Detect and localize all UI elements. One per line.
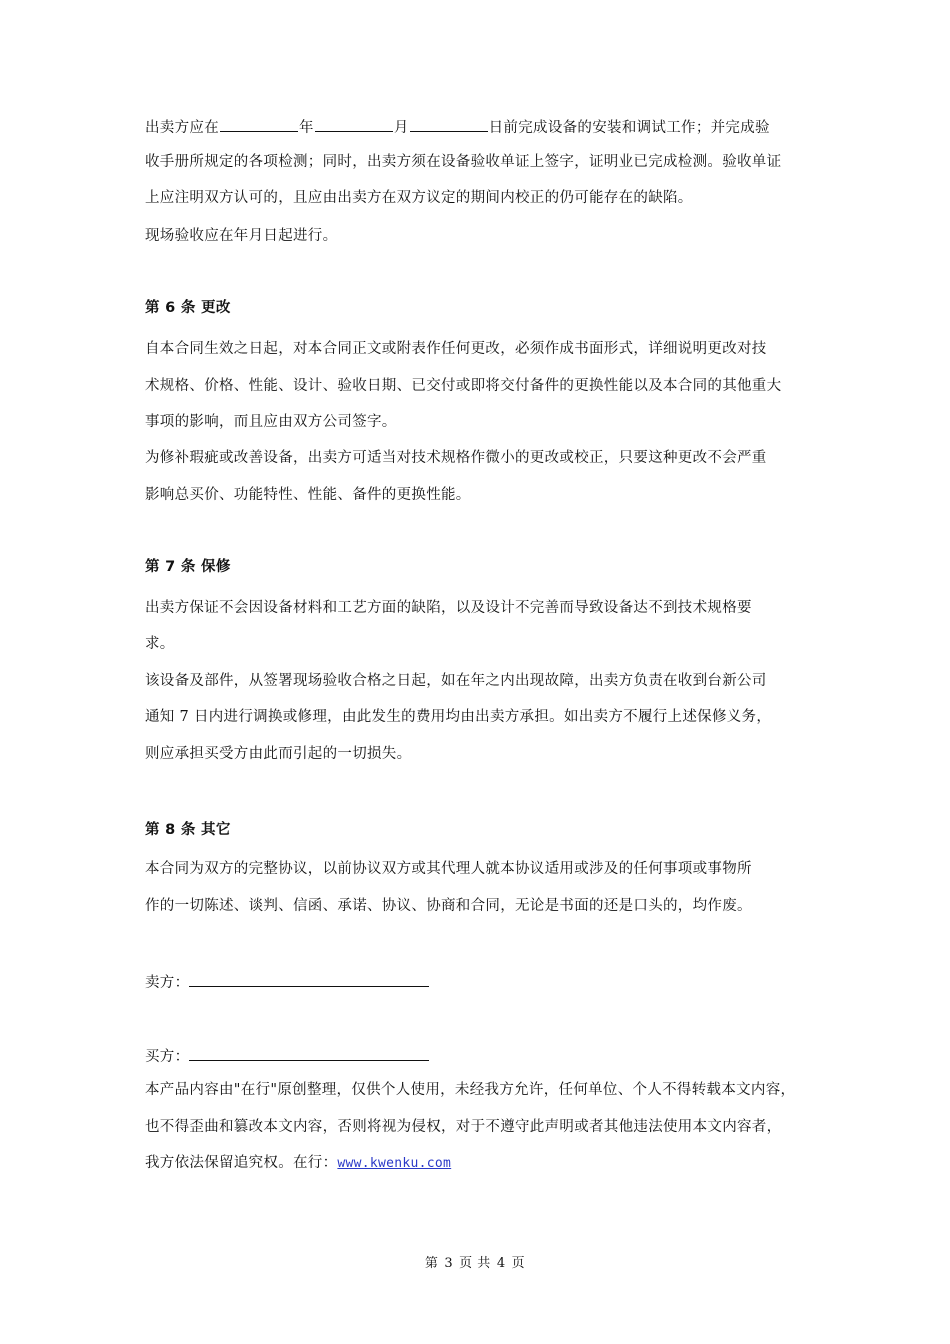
article-7-line: 出卖方保证不会因设备材料和工艺方面的缺陷，以及设计不完善而导致设备达不到技术规格要 [145,600,752,616]
article-6-heading: 第 6 条 更改 [145,300,231,316]
delivery-text: 出卖方应在 [145,120,219,136]
notice-line-2: 也不得歪曲和篡改本文内容，否则将视为侵权，对于不遵守此声明或者其他违法使用本文内容者， [145,1119,782,1135]
year-blank[interactable] [220,116,298,132]
notice-line-3 [145,1153,451,1174]
seller-signature-blank[interactable] [189,970,429,987]
buyer-signature [145,1044,429,1067]
article-7-line: 通知 7 日内进行调换或修理，由此发生的费用均由出卖方承担。如出卖方不履行上述保修义务， [145,709,772,725]
article-7-heading: 第 7 条 保修 [145,559,231,575]
seller-signature [145,970,429,993]
article-8-line: 本合同为双方的完整协议，以前协议双方或其代理人就本协议适用或涉及的任何事项或事物所 [145,861,752,877]
footer-text: 第 [424,1256,439,1271]
article-6-line: 为修补瑕疵或改善设备，出卖方可适当对技术规格作微小的更改或校正，只要这种更改不会严重 [145,450,767,466]
article-8-line: 作的一切陈述、谈判、信函、承诺、协议、协商和合同，无论是书面的还是口头的，均作废。 [145,898,752,914]
delivery-line-4: 现场验收应在年月日起进行。 [145,228,338,244]
year-label: 年 [299,120,314,136]
article-7-line: 求。 [145,636,175,652]
total-pages: 4 [496,1256,506,1271]
month-blank[interactable] [315,116,393,132]
article-6-line: 自本合同生效之日起，对本合同正文或附表作任何更改，必须作成书面形式，详细说明更改对技 [145,341,767,357]
footer-text: 页 [511,1256,526,1271]
notice-line-1: 本产品内容由"在行"原创整理，仅供个人使用，未经我方允许，任何单位、个人不得转载本文内容， [145,1082,796,1098]
page-footer [0,1252,950,1271]
delivery-line-1 [145,116,770,138]
article-6-line: 术规格、价格、性能、设计、验收日期、已交付或即将交付备件的更换性能以及本合同的其他重大 [145,378,782,394]
notice-text: 我方依法保留追究权。在行： [145,1155,338,1171]
day-blank[interactable] [410,116,488,132]
month-label: 月 [393,120,409,136]
delivery-line-3: 上应注明双方认可的，且应由出卖方在双方议定的期间内校正的仍可能存在的缺陷。 [145,190,693,206]
footer-text: 页 共 [459,1256,491,1271]
article-7-line: 则应承担买受方由此而引起的一切损失。 [145,746,412,762]
website-link[interactable]: www.kwenku.com [337,1156,452,1171]
buyer-signature-blank[interactable] [189,1044,429,1061]
article-8-heading: 第 8 条 其它 [145,822,231,838]
article-6-line: 影响总买价、功能特性、性能、备件的更换性能。 [145,487,471,503]
current-page-number: 3 [444,1256,454,1271]
buyer-label: 买方： [145,1049,190,1065]
seller-label: 卖方： [145,975,190,991]
article-7-line: 该设备及部件，从签署现场验收合格之日起，如在年之内出现故障，出卖方负责在收到台新公司 [145,673,767,689]
delivery-line-2: 收手册所规定的各项检测；同时，出卖方须在设备验收单证上签字，证明业已完成检测。验收单证 [145,154,782,170]
delivery-text: 日前完成设备的安装和调试工作；并完成验 [488,120,770,136]
article-6-line: 事项的影响，而且应由双方公司签字。 [145,414,397,430]
